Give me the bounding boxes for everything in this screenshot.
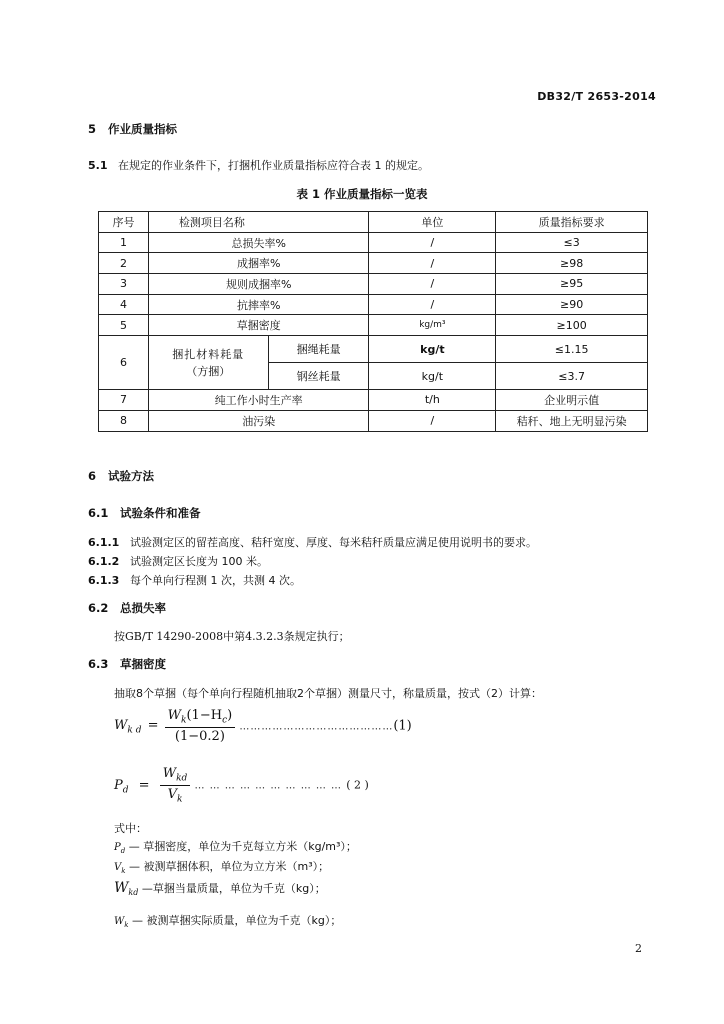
section-number: 5 (88, 122, 97, 136)
equation-tag: (1) (393, 718, 412, 734)
cell-subitem: 捆绳耗量 (268, 336, 369, 363)
cell-no: 4 (99, 294, 149, 315)
header-cell: 单位 (369, 212, 496, 233)
formula-lhs: $W_{k d}$ (114, 718, 142, 736)
cell-requirement: ≥98 (496, 253, 648, 274)
where-item: $W_{kd}$ —草捆当量质量，单位为千克（kg）； (114, 880, 326, 898)
cell-no: 1 (99, 232, 149, 253)
cell-no: 8 (99, 410, 149, 431)
cell-unit: kg/t (369, 336, 496, 363)
clause-number: 6.3 (88, 657, 109, 671)
clause-text: 试验测定区的留茬高度、秸秆宽度、厚度、每米秸秆质量应满足使用说明书的要求。 (130, 536, 537, 549)
cell-no: 7 (99, 390, 149, 411)
cell-requirement: ≤1.15 (496, 336, 648, 363)
cell-item: 成捆率% (148, 253, 369, 274)
clause-title: 试验条件和准备 (120, 506, 201, 520)
cell-item: 总损失率% (148, 232, 369, 253)
clause-number: 6.2 (88, 601, 109, 615)
cell-unit: t/h (369, 390, 496, 411)
clause-6-3-heading (88, 656, 166, 672)
cell-item: 抗摔率% (148, 294, 369, 315)
table-caption: 表 1 作业质量指标一览表 (296, 187, 428, 201)
cell-item (148, 336, 268, 390)
clause-number: 5.1 (88, 159, 108, 172)
cell-no: 3 (99, 274, 149, 295)
cell-requirement: ≥95 (496, 274, 648, 295)
cell-unit: kg/t (369, 363, 496, 390)
equals-sign: = (147, 718, 159, 734)
section-title: 试验方法 (108, 469, 154, 483)
table-row (99, 336, 648, 363)
clause-number: 6.1.2 (88, 555, 120, 568)
where-item: $P_d$ — 草捆密度，单位为千克每立方米（kg/m³）； (114, 840, 357, 856)
cell-item: 油污染 (148, 410, 369, 431)
section-title: 作业质量指标 (108, 122, 177, 136)
header-cell: 序号 (99, 212, 149, 233)
clause-5-1 (88, 157, 429, 173)
leader-dots: … … … … … … … … … … (194, 780, 343, 792)
cell-unit: / (369, 232, 496, 253)
cell-unit: / (369, 410, 496, 431)
clause-number: 6.1.1 (88, 536, 120, 549)
clause-6-2-text: 按GB/T 14290-2008中第4.3.2.3条规定执行； (114, 630, 350, 643)
clause-title: 总损失率 (120, 601, 166, 615)
cell-requirement: 秸秆、地上无明显污染 (496, 410, 648, 431)
clause-number: 6.1.3 (88, 574, 120, 587)
where-intro: 式中： (114, 822, 147, 835)
clause-text: 试验测定区长度为 100 米。 (130, 555, 268, 568)
quality-index-table (98, 211, 648, 432)
cell-item: 草捆密度 (148, 315, 369, 336)
cell-unit: kg/m³ (369, 315, 496, 336)
cell-unit: / (369, 253, 496, 274)
cell-no: 5 (99, 315, 149, 336)
cell-unit: / (369, 274, 496, 295)
cell-subitem: 钢丝耗量 (268, 363, 369, 390)
formula-fraction: $\frac{W_k(1-H_c)}{(1-0.2)}$ (165, 708, 236, 744)
clause-text: 每个单向行程测 1 次，共测 4 次。 (130, 574, 301, 587)
cell-requirement: ≥100 (496, 315, 648, 336)
table-row (99, 232, 648, 253)
clause-6-1-3 (88, 572, 301, 588)
cell-requirement: 企业明示值 (496, 390, 648, 411)
table-row (99, 253, 648, 274)
clause-6-1-2 (88, 553, 268, 569)
formula-2 (114, 766, 369, 804)
binding-material-label: 捆扎材料耗量 (172, 347, 245, 361)
table-row (99, 315, 648, 336)
cell-requirement: ≤3.7 (496, 363, 648, 390)
formula-lhs: $P_d$ (114, 777, 129, 796)
table-row (99, 390, 648, 411)
cell-item: 规则成捆率% (148, 274, 369, 295)
table-row (99, 410, 648, 431)
doc-code: DB32/T 2653-2014 (537, 90, 656, 103)
table-row (99, 274, 648, 295)
clause-6-1-1 (88, 534, 537, 550)
page-number: 2 (635, 942, 642, 955)
equals-sign: = (138, 777, 150, 793)
equation-tag: ( 2 ) (346, 778, 369, 792)
clause-6-1-heading (88, 505, 201, 521)
cell-no: 2 (99, 253, 149, 274)
cell-requirement: ≤3 (496, 232, 648, 253)
cell-no: 6 (99, 336, 149, 390)
table-header-row (99, 212, 648, 233)
leader-dots: …………………………………… (239, 721, 394, 733)
clause-title: 草捆密度 (120, 657, 166, 671)
header-cell: 检测项目名称 (148, 212, 369, 233)
section-6-heading (88, 468, 154, 484)
section-number: 6 (88, 469, 97, 483)
formula-fraction: $\frac{W_{kd}}{V_k}$ (160, 766, 191, 804)
cell-requirement: ≥90 (496, 294, 648, 315)
header-cell: 质量指标要求 (496, 212, 648, 233)
clause-6-3-text: 抽取8个草捆（每个单向行程随机抽取2个草捆）测量尺寸，称量质量，按式（2）计算： (114, 687, 542, 700)
where-item: $V_k$ — 被测草捆体积，单位为立方米（m³）； (114, 860, 330, 876)
cell-unit: / (369, 294, 496, 315)
clause-number: 6.1 (88, 506, 109, 520)
where-item: $W_k$ — 被测草捆实际质量，单位为千克（kg）； (114, 914, 342, 930)
cell-item: 纯工作小时生产率 (148, 390, 369, 411)
table-row (99, 294, 648, 315)
formula-1 (114, 708, 412, 744)
clause-text: 在规定的作业条件下，打捆机作业质量指标应符合表 1 的规定。 (118, 159, 429, 172)
section-5-heading (88, 121, 177, 137)
clause-6-2-heading (88, 600, 166, 616)
square-bale-label: （方捆） (186, 364, 231, 378)
